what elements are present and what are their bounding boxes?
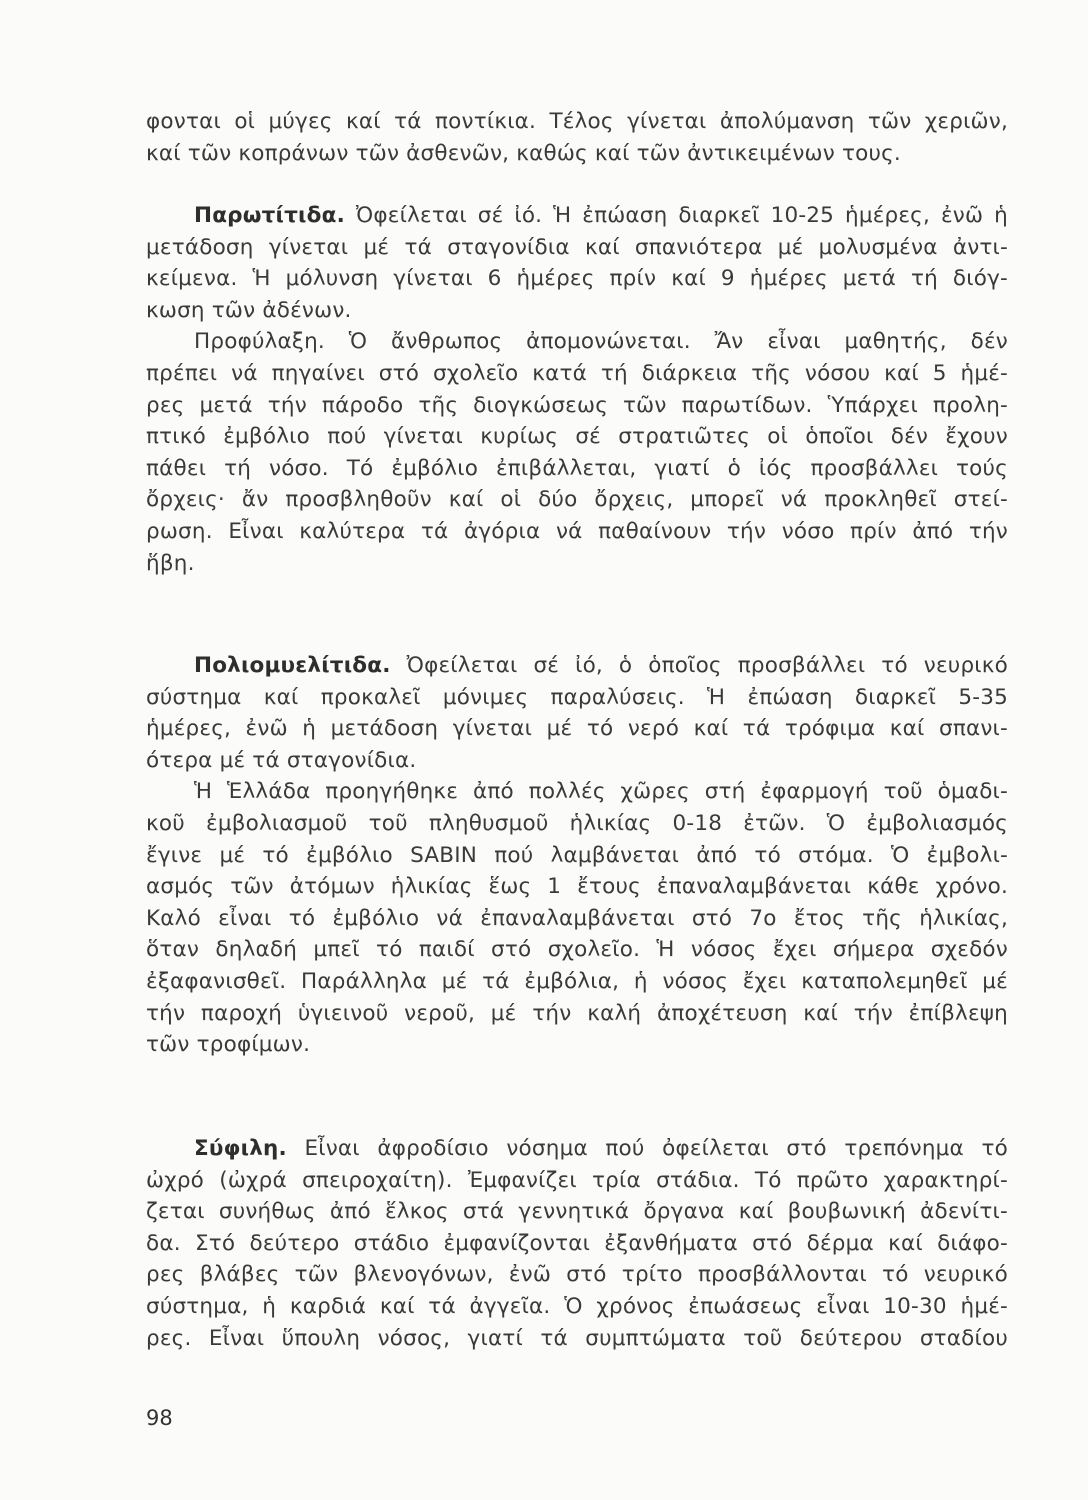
text-line: [146, 713, 1008, 745]
line-text: ὠχρό (ὠχρά σπειροχαίτη). Ἐμφανίζει τρία στάδια. Τό πρῶτο χαρακτηρί-: [146, 1167, 1008, 1193]
text-line: [146, 1259, 1008, 1291]
line-text: Εἶναι ἀφροδίσιο νόσημα πού ὀφείλεται στό τρεπόνημα τό: [286, 1136, 1008, 1161]
line-text: ἐξαφανισθεῖ. Παράλληλα μέ τά ἐμβόλια, ἡ νόσος ἔχει καταπολεμηθεῖ μέ: [146, 968, 1008, 994]
line-text: Προφύλαξη. Ὁ ἄνθρωπος ἀπομονώνεται. Ἄν εἶναι μαθητής, δέν: [194, 329, 1008, 355]
text-line: [146, 682, 1008, 714]
page-number: 98: [146, 1406, 173, 1430]
section-heading: Πολιομυελίτιδα.: [194, 653, 391, 678]
line-text: ότερα μέ τά σταγονίδια.: [146, 747, 417, 773]
text-line: [146, 903, 1008, 935]
line-text: Ἡ Ἑλλάδα προηγήθηκε ἀπό πολλές χῶρες στή ἐφαρμογή τοῦ ὁμαδι-: [194, 779, 1008, 805]
text-line: [146, 326, 1008, 358]
text-line: [146, 358, 1008, 390]
text-line: [146, 200, 1008, 232]
line-text: ὄρχεις· ἄν προσβληθοῦν καί οἱ δύο ὄρχεις, μπορεῖ νά προκληθεῖ στεί-: [146, 487, 1008, 513]
line-text: ζεται συνήθως ἀπό ἕλκος στά γεννητικά ὄργανα καί βουβωνική ἀδενίτι-: [146, 1199, 1008, 1225]
line-text: ἔγινε μέ τό ἐμβόλιο SABIN πού λαμβάνεται ἀπό τό στόμα. Ὁ ἐμβολι-: [146, 842, 1008, 868]
line-text: ὅταν δηλαδή μπεῖ τό παιδί στό σχολεῖο. Ἡ νόσος ἔχει σήμερα σχεδόν: [146, 937, 1008, 963]
section-poliomyelitis: [146, 650, 1008, 1061]
text-line: [146, 138, 1008, 170]
line-text: καί τῶν κοπράνων τῶν ἀσθενῶν, καθώς καί τῶν ἀντικειμένων τους.: [146, 140, 901, 166]
line-text: ἥβη.: [146, 550, 195, 576]
text-line: [146, 390, 1008, 422]
line-text: σύστημα καί προκαλεῖ μόνιμες παραλύσεις. Ἡ ἐπώαση διαρκεῖ 5-35: [146, 684, 1008, 710]
text-line: [146, 998, 1008, 1030]
line-text: Καλό εἶναι τό ἐμβόλιο νά ἐπαναλαμβάνεται στό 7ο ἔτος τῆς ἡλικίας,: [146, 905, 1008, 931]
text-line: [146, 840, 1008, 872]
line-text: τῶν τροφίμων.: [146, 1032, 311, 1058]
line-text: μετάδοση γίνεται μέ τά σταγονίδια καί σπανιότερα μέ μολυσμένα ἀντι-: [146, 234, 1008, 260]
section-syphilis: [146, 1133, 1008, 1354]
section-parotitis: [146, 200, 1008, 579]
section-heading: Σύφιλη.: [194, 1136, 287, 1161]
text-line: [146, 871, 1008, 903]
text-line: [146, 453, 1008, 485]
text-line: [146, 295, 1008, 327]
paragraph-intro: [146, 106, 1008, 169]
line-text: ρες. Εἶναι ὕπουλη νόσος, γιατί τά συμπτώματα τοῦ δεύτερου σταδίου: [146, 1325, 1008, 1351]
text-line: [146, 966, 1008, 998]
section-heading: Παρωτίτιδα.: [194, 203, 345, 228]
text-line: [146, 1228, 1008, 1260]
text-line: [146, 1029, 1008, 1061]
line-text: κοῦ ἐμβολιασμοῦ τοῦ πληθυσμοῦ ἡλικίας 0-18 ἐτῶν. Ὁ ἐμβολιασμός: [146, 810, 1008, 836]
line-text: Ὀφείλεται σέ ἰό. Ἡ ἐπώαση διαρκεῖ 10-25 ἡμέρες, ἐνῶ ἡ: [344, 203, 1008, 228]
line-text: δα. Στό δεύτερο στάδιο ἐμφανίζονται ἐξανθήματα στό δέρμα καί διάφο-: [146, 1230, 1008, 1256]
line-text: πρέπει νά πηγαίνει στό σχολεῖο κατά τή διάρκεια τῆς νόσου καί 5 ἡμέ-: [146, 360, 1008, 386]
text-line: [146, 421, 1008, 453]
line-text: ρες μετά τήν πάροδο τῆς διογκώσεως τῶν παρωτίδων. Ὑπάρχει προλη-: [146, 392, 1008, 418]
text-line: [146, 263, 1008, 295]
text-line: [146, 1323, 1008, 1355]
text-line: [146, 516, 1008, 548]
text-line: [146, 1165, 1008, 1197]
line-text: ρωση. Εἶναι καλύτερα τά ἀγόρια νά παθαίνουν τήν νόσο πρίν ἀπό τήν: [146, 518, 1008, 544]
line-text: Ὀφείλεται σέ ἰό, ὁ ὁποῖος προσβάλλει τό νευρικό: [390, 653, 1008, 678]
text-line: [146, 776, 1008, 808]
text-line: [146, 808, 1008, 840]
line-text: σύστημα, ἡ καρδιά καί τά ἀγγεῖα. Ὁ χρόνος ἐπωάσεως εἶναι 10-30 ἡμέ-: [146, 1293, 1008, 1319]
line-text: κωση τῶν ἀδένων.: [146, 297, 352, 323]
line-text: ασμός τῶν ἀτόμων ἡλικίας ἕως 1 ἔτους ἐπαναλαμβάνεται κάθε χρόνο.: [146, 874, 1008, 900]
text-line: [146, 106, 1008, 138]
text-line: [146, 1133, 1008, 1165]
text-line: [146, 548, 1008, 580]
line-text: κείμενα. Ἡ μόλυνση γίνεται 6 ἡμέρες πρίν καί 9 ἡμέρες μετά τή διόγ-: [146, 266, 1008, 292]
line-text: τήν παροχή ὑγιεινοῦ νεροῦ, μέ τήν καλή ἀποχέτευση καί τήν ἐπίβλεψη: [146, 1000, 1008, 1026]
text-line: [146, 745, 1008, 777]
line-text: πτικό ἐμβόλιο πού γίνεται κυρίως σέ στρατιῶτες οἱ ὁποῖοι δέν ἔχουν: [146, 424, 1008, 450]
line-text: φονται οἱ μύγες καί τά ποντίκια. Τέλος γίνεται ἀπολύμανση τῶν χεριῶν,: [146, 109, 1008, 134]
text-line: [146, 232, 1008, 264]
text-line: [146, 1196, 1008, 1228]
text-line: [146, 1291, 1008, 1323]
text-line: [146, 484, 1008, 516]
text-line: [146, 650, 1008, 682]
line-text: πάθει τή νόσο. Τό ἐμβόλιο ἐπιβάλλεται, γιατί ὁ ἰός προσβάλλει τούς: [146, 455, 1008, 481]
line-text: ρες βλάβες τῶν βλενογόνων, ἐνῶ στό τρίτο προσβάλλονται τό νευρικό: [146, 1262, 1008, 1288]
line-text: ἡμέρες, ἐνῶ ἡ μετάδοση γίνεται μέ τό νερό καί τά τρόφιμα καί σπανι-: [146, 716, 1008, 742]
text-line: [146, 934, 1008, 966]
